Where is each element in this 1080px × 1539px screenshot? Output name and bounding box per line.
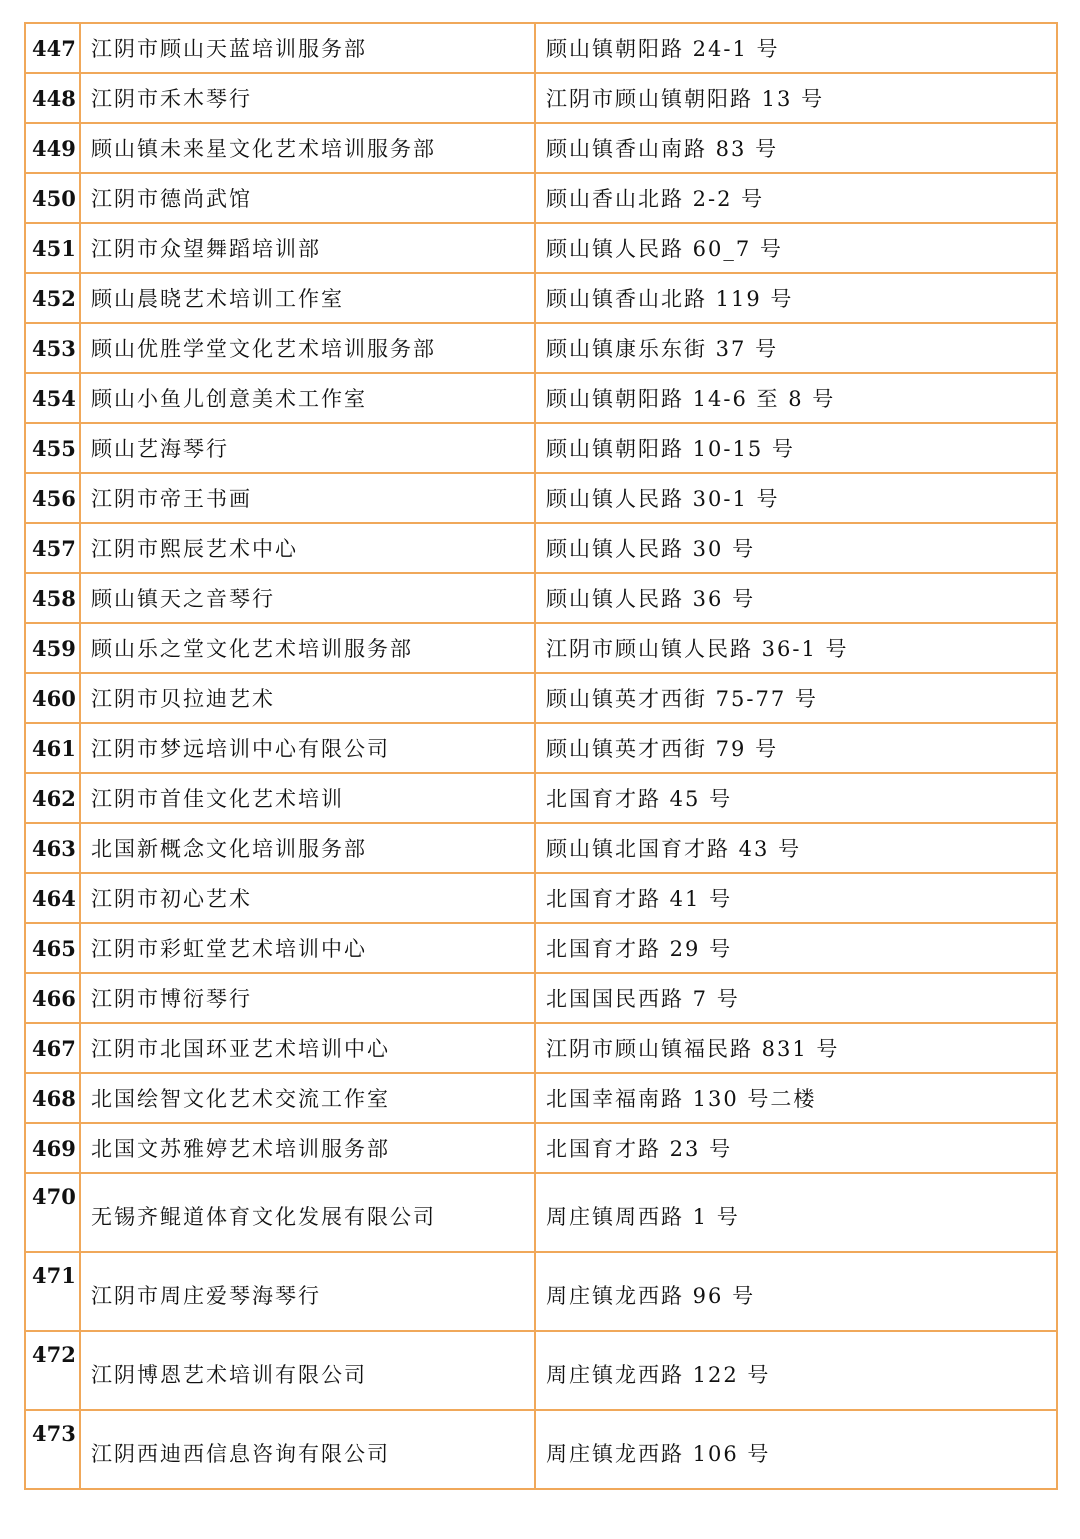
org-address: 顾山镇朝阳路 10-15 号 — [535, 423, 1057, 473]
row-number: 463 — [25, 823, 80, 873]
table-row — [25, 123, 1057, 173]
org-name: 顾山艺海琴行 — [80, 423, 535, 473]
org-name: 江阴博恩艺术培训有限公司 — [80, 1331, 535, 1410]
org-address: 顾山镇英才西街 75-77 号 — [535, 673, 1057, 723]
registry-table-body — [25, 23, 1057, 1489]
row-number: 469 — [25, 1123, 80, 1173]
org-address: 顾山镇朝阳路 24-1 号 — [535, 23, 1057, 73]
org-address: 周庄镇龙西路 122 号 — [535, 1331, 1057, 1410]
row-number: 459 — [25, 623, 80, 673]
org-address: 顾山镇北国育才路 43 号 — [535, 823, 1057, 873]
org-name: 无锡齐鲲道体育文化发展有限公司 — [80, 1173, 535, 1252]
table-row — [25, 323, 1057, 373]
row-number: 452 — [25, 273, 80, 323]
org-address: 北国育才路 29 号 — [535, 923, 1057, 973]
org-address: 顾山镇英才西街 79 号 — [535, 723, 1057, 773]
org-name: 江阴市初心艺术 — [80, 873, 535, 923]
org-name: 江阴西迪西信息咨询有限公司 — [80, 1410, 535, 1489]
table-row — [25, 673, 1057, 723]
row-number: 453 — [25, 323, 80, 373]
table-row — [25, 973, 1057, 1023]
table-row — [25, 23, 1057, 73]
org-address: 顾山镇人民路 36 号 — [535, 573, 1057, 623]
org-name: 江阴市禾木琴行 — [80, 73, 535, 123]
table-row — [25, 1023, 1057, 1073]
org-name: 江阴市北国环亚艺术培训中心 — [80, 1023, 535, 1073]
org-name: 北国新概念文化培训服务部 — [80, 823, 535, 873]
org-address: 江阴市顾山镇朝阳路 13 号 — [535, 73, 1057, 123]
org-name: 顾山乐之堂文化艺术培训服务部 — [80, 623, 535, 673]
table-row — [25, 1123, 1057, 1173]
org-name: 江阴市周庄爱琴海琴行 — [80, 1252, 535, 1331]
row-number: 466 — [25, 973, 80, 1023]
org-address: 顾山镇康乐东街 37 号 — [535, 323, 1057, 373]
org-address: 顾山镇人民路 60_7 号 — [535, 223, 1057, 273]
org-name: 江阴市顾山天蓝培训服务部 — [80, 23, 535, 73]
org-address: 周庄镇周西路 1 号 — [535, 1173, 1057, 1252]
row-number: 451 — [25, 223, 80, 273]
row-number: 455 — [25, 423, 80, 473]
row-number: 473 — [25, 1410, 80, 1489]
org-address: 顾山香山北路 2-2 号 — [535, 173, 1057, 223]
org-address: 北国育才路 23 号 — [535, 1123, 1057, 1173]
row-number: 472 — [25, 1331, 80, 1410]
table-row — [25, 523, 1057, 573]
table-row — [25, 773, 1057, 823]
table-row — [25, 423, 1057, 473]
table-row — [25, 73, 1057, 123]
org-name: 江阴市帝王书画 — [80, 473, 535, 523]
row-number: 457 — [25, 523, 80, 573]
table-row — [25, 1331, 1057, 1410]
table-row — [25, 223, 1057, 273]
row-number: 448 — [25, 73, 80, 123]
row-number: 467 — [25, 1023, 80, 1073]
org-name: 江阴市贝拉迪艺术 — [80, 673, 535, 723]
table-row — [25, 723, 1057, 773]
table-row — [25, 623, 1057, 673]
row-number: 465 — [25, 923, 80, 973]
org-address: 北国育才路 45 号 — [535, 773, 1057, 823]
row-number: 456 — [25, 473, 80, 523]
org-address: 北国国民西路 7 号 — [535, 973, 1057, 1023]
row-number: 458 — [25, 573, 80, 623]
org-name: 江阴市熙辰艺术中心 — [80, 523, 535, 573]
table-row — [25, 1073, 1057, 1123]
table-row — [25, 923, 1057, 973]
org-address: 北国育才路 41 号 — [535, 873, 1057, 923]
org-address: 周庄镇龙西路 96 号 — [535, 1252, 1057, 1331]
row-number: 471 — [25, 1252, 80, 1331]
table-row — [25, 373, 1057, 423]
table-row — [25, 1252, 1057, 1331]
org-address: 顾山镇人民路 30 号 — [535, 523, 1057, 573]
org-address: 江阴市顾山镇福民路 831 号 — [535, 1023, 1057, 1073]
table-row — [25, 873, 1057, 923]
table-row — [25, 473, 1057, 523]
row-number: 462 — [25, 773, 80, 823]
table-row — [25, 273, 1057, 323]
row-number: 450 — [25, 173, 80, 223]
row-number: 447 — [25, 23, 80, 73]
org-name: 江阴市博衍琴行 — [80, 973, 535, 1023]
table-row — [25, 1173, 1057, 1252]
registry-table — [24, 22, 1058, 1490]
document-page — [24, 22, 1056, 1490]
org-address: 周庄镇龙西路 106 号 — [535, 1410, 1057, 1489]
org-name: 顾山晨晓艺术培训工作室 — [80, 273, 535, 323]
org-name: 北国绘智文化艺术交流工作室 — [80, 1073, 535, 1123]
org-name: 顾山镇天之音琴行 — [80, 573, 535, 623]
table-row — [25, 173, 1057, 223]
table-row — [25, 573, 1057, 623]
row-number: 454 — [25, 373, 80, 423]
org-address: 江阴市顾山镇人民路 36-1 号 — [535, 623, 1057, 673]
org-address: 顾山镇香山南路 83 号 — [535, 123, 1057, 173]
org-name: 江阴市德尚武馆 — [80, 173, 535, 223]
table-row — [25, 1410, 1057, 1489]
org-address: 顾山镇人民路 30-1 号 — [535, 473, 1057, 523]
org-name: 北国文苏雅婷艺术培训服务部 — [80, 1123, 535, 1173]
row-number: 449 — [25, 123, 80, 173]
table-row — [25, 823, 1057, 873]
org-name: 顾山小鱼儿创意美术工作室 — [80, 373, 535, 423]
org-name: 顾山镇未来星文化艺术培训服务部 — [80, 123, 535, 173]
org-name: 江阴市首佳文化艺术培训 — [80, 773, 535, 823]
org-name: 江阴市众望舞蹈培训部 — [80, 223, 535, 273]
row-number: 464 — [25, 873, 80, 923]
org-address: 北国幸福南路 130 号二楼 — [535, 1073, 1057, 1123]
row-number: 470 — [25, 1173, 80, 1252]
row-number: 461 — [25, 723, 80, 773]
row-number: 468 — [25, 1073, 80, 1123]
org-address: 顾山镇香山北路 119 号 — [535, 273, 1057, 323]
org-name: 江阴市梦远培训中心有限公司 — [80, 723, 535, 773]
row-number: 460 — [25, 673, 80, 723]
org-name: 江阴市彩虹堂艺术培训中心 — [80, 923, 535, 973]
org-address: 顾山镇朝阳路 14-6 至 8 号 — [535, 373, 1057, 423]
org-name: 顾山优胜学堂文化艺术培训服务部 — [80, 323, 535, 373]
